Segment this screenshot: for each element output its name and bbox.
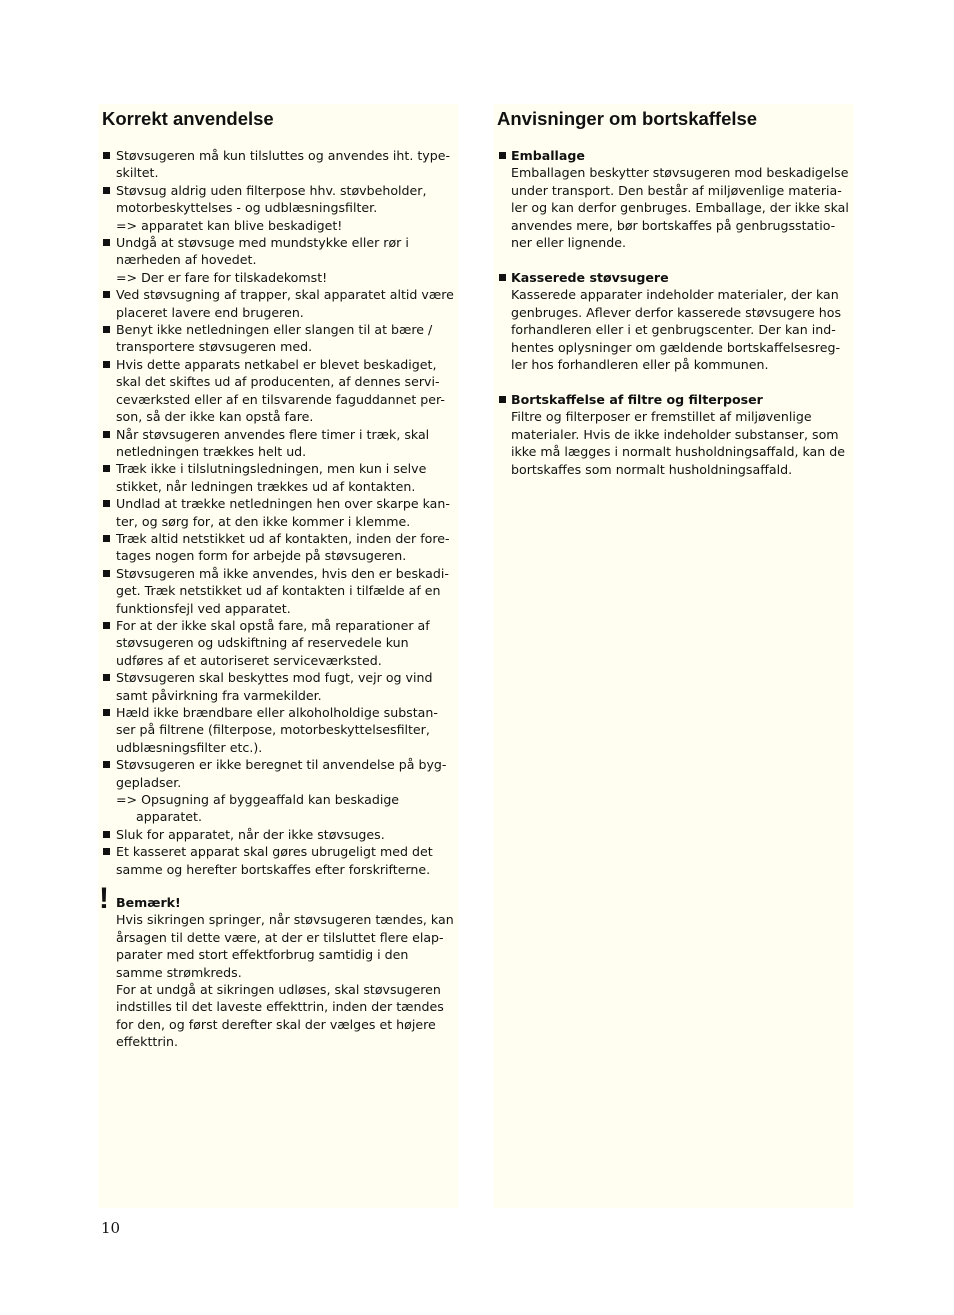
- text-line: For at undgå at sikringen udløses, skal støvsugeren: [116, 982, 441, 998]
- text-line: Ved støvsugning af trapper, skal apparatet altid være: [116, 287, 454, 303]
- section-body: [511, 164, 854, 251]
- note-box: [99, 882, 458, 1051]
- text-line: materialer. Hvis de ikke indeholder substanser, som: [511, 426, 839, 442]
- list-item: [116, 565, 458, 617]
- text-line: placeret lavere end brugeren.: [116, 304, 304, 320]
- text-line: Undgå at støvsuge med mundstykke eller rør i: [116, 235, 409, 251]
- text-line: under transport. Den består af miljøvenlige materia-: [511, 182, 842, 198]
- text-line: Sluk for apparatet, når der ikke støvsuges.: [116, 826, 385, 842]
- text-line: samt påvirkning fra varmekilder.: [116, 687, 322, 703]
- text-line: ler og kan derfor genbruges. Emballage, der ikke skal: [511, 200, 849, 216]
- text-line: skiltet.: [116, 165, 159, 181]
- text-line: Benyt ikke netledningen eller slangen til at bære /: [116, 322, 433, 338]
- exclamation-icon: !: [99, 882, 109, 915]
- text-line: Støvsugeren må ikke anvendes, hvis den er beskadi-: [116, 565, 449, 581]
- text-line: ikke må lægges i normalt husholdningsaffald, kan de: [511, 444, 845, 460]
- list-item: [116, 426, 458, 461]
- text-line: Træk altid netstikket ud af kontakten, inden der fore-: [116, 530, 450, 546]
- disposal-heading: Anvisninger om bortskaffelse: [497, 108, 758, 129]
- text-line: apparatet.: [116, 809, 202, 825]
- text-line: stikket, når ledningen trækkes ud af kontakten.: [116, 478, 416, 494]
- text-line: Filtre og filterposer er fremstillet af miljøvenlige: [511, 409, 812, 425]
- usage-heading: Korrekt anvendelse: [102, 108, 274, 129]
- section-body: [511, 286, 854, 373]
- text-line: skal det skiftes ud af producenten, af dennes servi-: [116, 374, 440, 390]
- list-item: [116, 530, 458, 565]
- section-title: Emballage: [511, 148, 585, 163]
- text-line: Et kasseret apparat skal gøres ubrugeligt med det: [116, 844, 433, 860]
- text-line: ter, og sørg for, at den ikke kommer i klemme.: [116, 513, 411, 529]
- text-line: ner eller lignende.: [511, 235, 627, 251]
- text-line: ser på filtrene (filterpose, motorbeskyttelsesfilter,: [116, 722, 430, 738]
- text-line: Støvsugeren er ikke beregnet til anvendelse på byg-: [116, 757, 447, 773]
- text-line: funktionsfejl ved apparatet.: [116, 600, 291, 616]
- list-item: [116, 843, 458, 878]
- list-item: [116, 617, 458, 669]
- text-line: Støvsug aldrig uden filterpose hhv. støvbeholder,: [116, 182, 427, 198]
- text-line: samme og herefter bortskaffes efter forskrifterne.: [116, 861, 431, 877]
- text-line: ceværksted eller af en tilsvarende faguddannet per-: [116, 391, 445, 407]
- section-title: Bortskaffelse af filtre og filterposer: [511, 392, 763, 407]
- text-line: Træk ikke i tilslutningsledningen, men kun i selve: [116, 461, 427, 477]
- section-title: Kasserede støvsugere: [511, 270, 669, 285]
- disposal-column: [494, 104, 854, 1208]
- text-line: => Der er fare for tilskadekomst!: [116, 269, 328, 285]
- text-line: effekttrin.: [116, 1034, 179, 1050]
- text-line: Støvsugeren må kun tilsluttes og anvendes iht. type-: [116, 148, 451, 163]
- text-line: netledningen trækkes helt ud.: [116, 443, 307, 459]
- text-line: årsagen til dette være, at der er tilsluttet flere elap-: [116, 929, 444, 945]
- text-line: udføres af et autoriseret serviceværksted.: [116, 652, 382, 668]
- usage-list: [116, 147, 458, 878]
- list-item: [116, 147, 458, 182]
- note-title: Bemærk!: [116, 895, 181, 910]
- text-line: transportere støvsugeren med.: [116, 339, 313, 355]
- text-line: => apparatet kan blive beskadiget!: [116, 217, 343, 233]
- text-line: støvsugeren og udskiftning af reservedele kun: [116, 635, 409, 651]
- section-filters: [511, 391, 854, 478]
- text-line: Når støvsugeren anvendes flere timer i træk, skal: [116, 426, 430, 442]
- text-line: anvendes mere, bør bortskaffes på genbrugsstatio-: [511, 217, 836, 233]
- text-line: Hvis dette apparats netkabel er blevet beskadiget,: [116, 356, 437, 372]
- list-item: [116, 756, 458, 826]
- text-line: genbruges. Aflever derfor kasserede støvsugere hos: [511, 304, 842, 320]
- text-line: ler hos forhandleren eller på kommunen.: [511, 357, 769, 373]
- text-line: tages nogen form for arbejde på støvsugeren.: [116, 548, 407, 564]
- text-line: indstilles til det laveste effekttrin, inden der tændes: [116, 999, 444, 1015]
- text-line: Støvsugeren skal beskyttes mod fugt, vejr og vind: [116, 670, 433, 686]
- text-line: For at der ikke skal opstå fare, må reparationer af: [116, 617, 430, 633]
- note-body: [116, 911, 458, 1050]
- text-line: => Opsugning af byggeaffald kan beskadige: [116, 792, 400, 808]
- text-line: parater med stort effektforbrug samtidig i den: [116, 947, 409, 963]
- list-item: [116, 669, 458, 704]
- text-line: gepladser.: [116, 774, 182, 790]
- list-item: [116, 460, 458, 495]
- text-line: motorbeskyttelses - og udblæsningsfilter.: [116, 200, 378, 216]
- text-line: Kasserede apparater indeholder materialer, der kan: [511, 287, 839, 303]
- section-packaging: [511, 147, 854, 251]
- section-discarded-vacuums: [511, 269, 854, 373]
- text-line: son, så der ikke kan opstå fare.: [116, 409, 314, 425]
- text-line: bortskaffes som normalt husholdningsaffald.: [511, 461, 793, 477]
- list-item: [116, 495, 458, 530]
- list-item: [116, 704, 458, 756]
- text-line: for den, og først derefter skal der vælges et højere: [116, 1016, 436, 1032]
- text-line: samme strømkreds.: [116, 964, 242, 980]
- list-item: [116, 321, 458, 356]
- section-body: [511, 408, 854, 478]
- text-line: hentes oplysninger om gældende bortskaffelsesreg-: [511, 339, 841, 355]
- list-item: [116, 356, 458, 426]
- list-item: [116, 182, 458, 234]
- text-line: forhandleren eller i et genbrugscenter. Der kan ind-: [511, 322, 836, 338]
- text-line: nærheden af hovedet.: [116, 252, 257, 268]
- text-line: Undlad at trække netledningen hen over skarpe kan-: [116, 496, 450, 512]
- text-line: udblæsningsfilter etc.).: [116, 739, 263, 755]
- list-item: [116, 286, 458, 321]
- list-item: [116, 234, 458, 286]
- text-line: get. Træk netstikket ud af kontakten i tilfælde af en: [116, 583, 441, 599]
- page-number: 10: [101, 1219, 121, 1237]
- text-line: Hæld ikke brændbare eller alkoholholdige substan-: [116, 705, 438, 720]
- text-line: Emballagen beskytter støvsugeren mod beskadigelse: [511, 165, 849, 181]
- usage-column: [98, 104, 458, 1208]
- text-line: Hvis sikringen springer, når støvsugeren tændes, kan: [116, 912, 454, 928]
- list-item: [116, 826, 458, 843]
